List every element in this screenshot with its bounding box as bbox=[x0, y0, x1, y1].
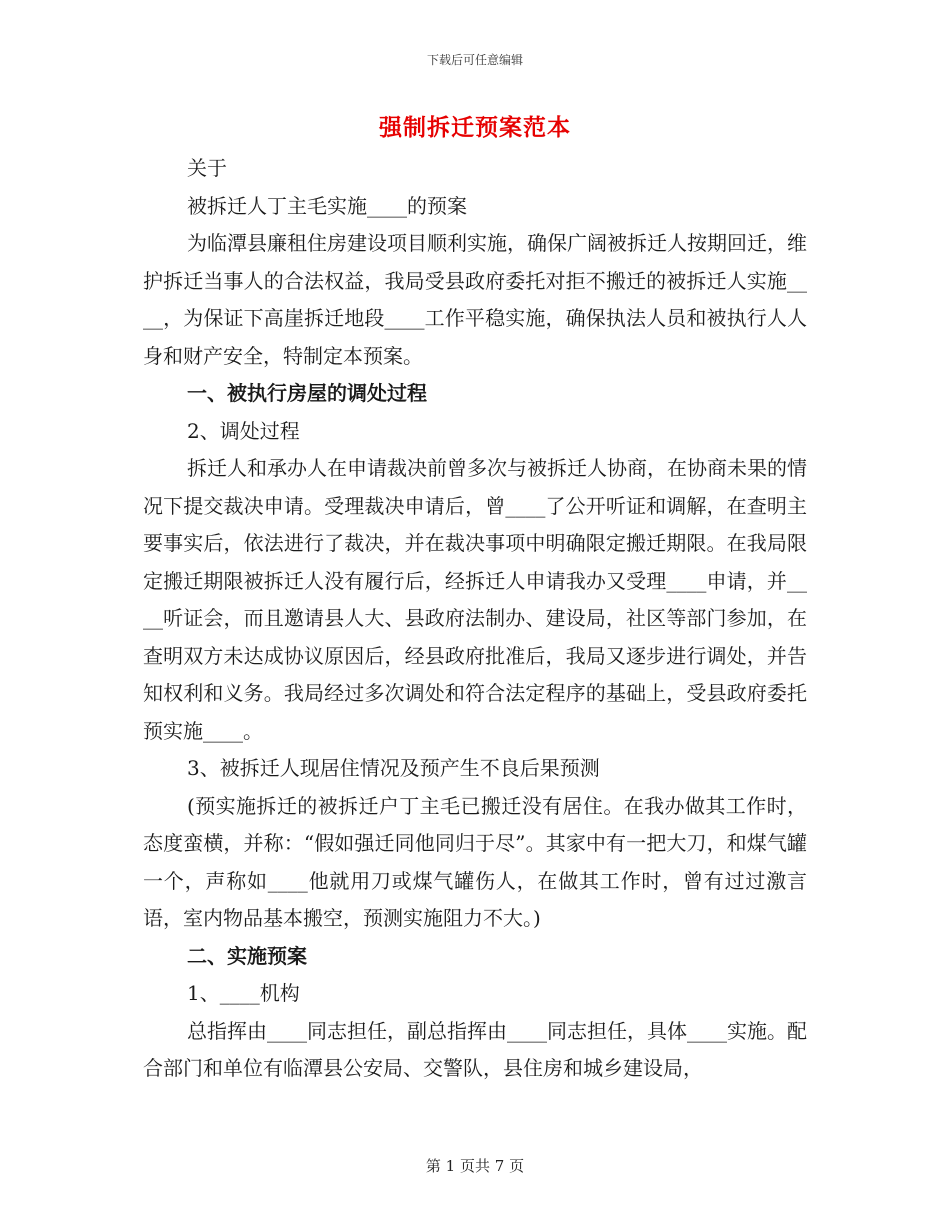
subheading-organization: 1、____机构 bbox=[187, 981, 300, 1005]
paragraph-mediation: 拆迁人和承办人在申请裁决前曾多次与被拆迁人协商，在协商未果的情况下提交裁决申请。受理裁决申请后，曾____了公开听证和调解，在查明主要事实后，依法进行了裁决，并在裁决事项中明确限定搬迁期限。在我局限定搬迁期限被拆迁人没有履行后，经拆迁人申请我办又受理____申请，并____听证会，而且邀请县人大、县政府法制办、建设局，社区等部门参加，在查明双方未达成协议原因后，经县政府批准后，我局又逐步进行调处，并告知权利和义务。我局经过多次调处和符合法定程序的基础上，受县政府委托预实施____。 bbox=[143, 456, 807, 743]
paragraph-intro: 为临潭县廉租住房建设项目顺利实施，确保广阔被拆迁人按期回迁，维护拆迁当事人的合法权益，我局受县政府委托对拒不搬迁的被拆迁人实施____，为保证下高崖拆迁地段____工作平稳实施，确保执法人员和被执行人人身和财产安全，特制定本预案。 bbox=[143, 231, 807, 368]
subheading-residence: 3、被拆迁人现居住情况及预产生不良后果预测 bbox=[187, 756, 600, 780]
page-header-note: 下载后可任意编辑 bbox=[426, 53, 523, 67]
section-heading-1: 一、被执行房屋的调处过程 bbox=[187, 381, 427, 405]
paragraph-organization: 总指挥由____同志担任，副总指挥由____同志担任，具体____实施。配合部门和单位有临潭县公安局、交警队，县住房和城乡建设局， bbox=[143, 1018, 807, 1080]
page-number: 第 1 页共 7 页 bbox=[425, 1157, 525, 1175]
section-heading-2: 二、实施预案 bbox=[187, 943, 307, 968]
subheading-mediation: 2、调处过程 bbox=[187, 418, 300, 443]
paragraph-residence: (预实施拆迁的被拆迁户丁主毛已搬迁没有居住。在我办做其工作时，态度蛮横，并称：“假如强迁同他同归于尽”。其家中有一把大刀，和煤气罐一个，声称如____他就用刀或煤气罐伤人，在做其工作时，曾有过过激言语，室内物品基本搬空，预测实施阻力不大。) bbox=[143, 793, 807, 930]
document-body bbox=[143, 150, 807, 1088]
paragraph-about: 关于 bbox=[187, 156, 227, 180]
paragraph-subject: 被拆迁人丁主毛实施____的预案 bbox=[187, 193, 467, 218]
document-title: 强制拆迁预案范本 bbox=[379, 114, 571, 141]
